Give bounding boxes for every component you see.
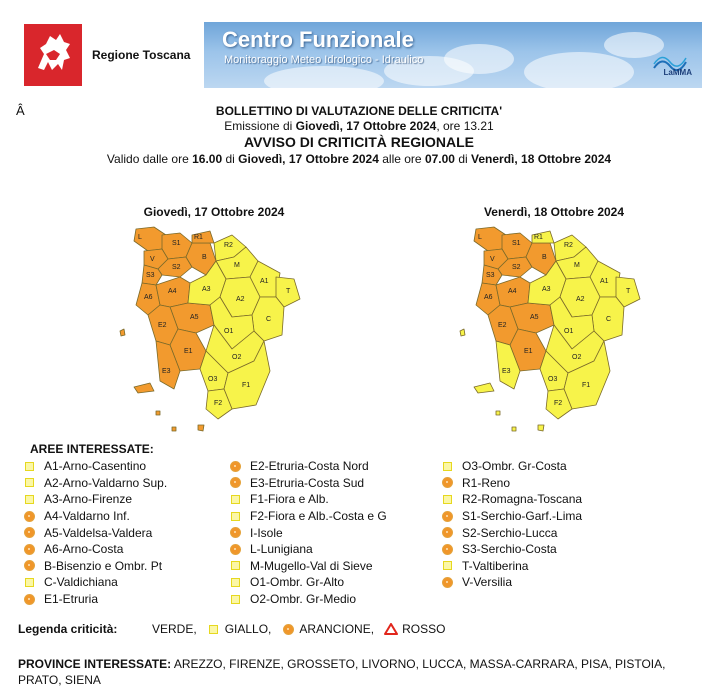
orange-circle-icon <box>22 509 36 523</box>
map-day2-date: Venerdì, 18 Ottobre 2024 <box>483 205 625 219</box>
svg-text:A6: A6 <box>144 294 153 301</box>
svg-text:B: B <box>202 254 207 261</box>
legend-verde-text: VERDE, <box>152 622 197 636</box>
emission-time: 13.21 <box>463 119 494 133</box>
emission-time-prefix: , ore <box>436 119 461 133</box>
areas-column-3 <box>440 458 582 591</box>
svg-text:A5: A5 <box>530 314 539 321</box>
svg-text:E1: E1 <box>184 348 193 355</box>
svg-text:A4: A4 <box>168 288 177 295</box>
valid-until-time: 07.00 <box>424 152 455 166</box>
notice-title: AVVISO DI CRITICITÀ REGIONALE <box>244 134 474 150</box>
area-list-item <box>228 475 387 492</box>
areas-column-2 <box>228 458 387 607</box>
orange-circle-icon <box>281 622 295 636</box>
area-label: F1-Fiora e Alb. <box>250 492 329 507</box>
svg-text:L: L <box>478 234 482 241</box>
svg-text:O1: O1 <box>224 328 234 335</box>
svg-text:A4: A4 <box>508 288 517 295</box>
lamma-logo-icon <box>650 52 690 82</box>
svg-text:R1: R1 <box>194 234 203 241</box>
svg-text:A3: A3 <box>202 286 211 293</box>
yellow-square-icon <box>22 492 36 506</box>
area-label: B-Bisenzio e Ombr. Pt <box>44 558 163 573</box>
area-label: A1-Arno-Casentino <box>44 459 147 474</box>
area-label: E1-Etruria <box>44 592 99 607</box>
tuscany-map-day2 <box>454 221 654 436</box>
areas-section <box>18 442 708 607</box>
svg-text:S3: S3 <box>486 272 495 279</box>
orange-circle-icon <box>440 476 454 490</box>
svg-text:O1: O1 <box>564 328 574 335</box>
area-list-item <box>440 458 582 475</box>
yellow-square-icon <box>228 575 242 589</box>
island-montecristo <box>172 427 176 431</box>
lamma-text: LaMMA <box>663 68 692 77</box>
area-label: E2-Etruria-Costa Nord <box>250 459 369 474</box>
island-elba <box>134 383 154 393</box>
area-label: A6-Arno-Costa <box>44 542 124 557</box>
yellow-square-icon <box>228 492 242 506</box>
area-label: M-Mugello-Val di Sieve <box>250 558 373 573</box>
svg-text:O2: O2 <box>572 354 582 361</box>
svg-text:F2: F2 <box>214 400 223 407</box>
valid-prefix: Valido dalle ore <box>106 152 189 166</box>
svg-text:E2: E2 <box>158 322 167 329</box>
area-list-item <box>22 541 167 558</box>
svg-text:A2: A2 <box>576 296 585 303</box>
yellow-square-icon <box>228 559 242 573</box>
area-label: R1-Reno <box>462 475 511 490</box>
orange-circle-icon <box>440 509 454 523</box>
yellow-square-icon <box>22 575 36 589</box>
map-day1 <box>114 205 314 436</box>
stray-character: Â <box>16 103 25 118</box>
yellow-square-icon <box>440 559 454 573</box>
svg-text:S1: S1 <box>172 240 181 247</box>
banner-title: Centro Funzionale <box>222 27 414 52</box>
area-label: A2-Arno-Valdarno Sup. <box>44 475 168 490</box>
legend-giallo <box>203 622 272 636</box>
valid-from-date: Giovedì, 17 Ottobre 2024 <box>238 152 379 166</box>
validity-line <box>0 152 718 167</box>
area-list-item <box>22 475 167 492</box>
bulletin-title: BOLLETTINO DI VALUTAZIONE DELLE CRITICITA' <box>215 104 503 118</box>
area-label: R2-Romagna-Toscana <box>462 492 583 507</box>
orange-circle-icon <box>228 526 242 540</box>
area-list-item <box>22 574 167 591</box>
regione-toscana-logo <box>24 24 82 86</box>
valid-from-time: 16.00 <box>192 152 223 166</box>
header <box>14 22 702 88</box>
orange-circle-icon <box>22 559 36 573</box>
area-list-item <box>228 524 387 541</box>
area-label: F2-Fiora e Alb.-Costa e G <box>250 509 387 524</box>
legend-verde <box>152 622 197 636</box>
yellow-square-icon <box>228 509 242 523</box>
legend-rosso <box>380 622 445 636</box>
area-list-item <box>440 524 582 541</box>
island-pianosa <box>496 411 500 415</box>
svg-text:M: M <box>574 262 580 269</box>
area-list-item <box>440 508 582 525</box>
yellow-square-icon <box>22 476 36 490</box>
svg-text:R2: R2 <box>224 242 233 249</box>
region-name: Regione Toscana <box>92 48 191 62</box>
provinces-list: AREZZO, FIRENZE, GROSSETO, LIVORNO, LUCCA, MASSA-CARRARA, PISA, PISTOIA, PRATO, SIENA <box>18 657 666 687</box>
area-list-item <box>228 558 387 575</box>
island-giglio <box>538 425 544 431</box>
svg-text:A3: A3 <box>542 286 551 293</box>
legend-giallo-text: GIALLO, <box>224 622 272 636</box>
yellow-square-icon <box>440 459 454 473</box>
areas-column-1 <box>22 458 167 607</box>
area-label: O2-Ombr. Gr-Medio <box>250 592 357 607</box>
svg-text:S3: S3 <box>146 272 155 279</box>
svg-text:A5: A5 <box>190 314 199 321</box>
emission-prefix: Emissione di <box>224 119 293 133</box>
area-list-item <box>22 508 167 525</box>
area-label: O1-Ombr. Gr-Alto <box>250 575 345 590</box>
orange-circle-icon <box>228 459 242 473</box>
provinces <box>18 656 708 688</box>
yellow-square-icon <box>22 459 36 473</box>
area-list-item <box>22 558 167 575</box>
orange-circle-icon <box>22 542 36 556</box>
provinces-label: PROVINCE INTERESSATE: <box>18 657 172 671</box>
area-list-item <box>22 458 167 475</box>
yellow-square-icon <box>228 592 242 606</box>
yellow-square-icon <box>440 492 454 506</box>
svg-text:T: T <box>286 288 291 295</box>
emission-date: Giovedì, 17 Ottobre 2024 <box>295 119 437 133</box>
svg-text:B: B <box>542 254 547 261</box>
island-giglio <box>198 425 204 431</box>
area-list-item <box>440 558 582 575</box>
area-list-item <box>22 491 167 508</box>
valid-until-prefix: alle ore <box>382 152 422 166</box>
svg-text:S1: S1 <box>512 240 521 247</box>
orange-circle-icon <box>228 476 242 490</box>
emission-line <box>0 119 718 134</box>
yellow-square-icon <box>207 622 221 636</box>
area-label: A3-Arno-Firenze <box>44 492 133 507</box>
svg-text:E3: E3 <box>162 368 171 375</box>
orange-circle-icon <box>440 575 454 589</box>
svg-text:L: L <box>138 234 142 241</box>
svg-text:S2: S2 <box>512 264 521 271</box>
area-label: A4-Valdarno Inf. <box>44 509 130 524</box>
svg-text:O3: O3 <box>548 376 558 383</box>
svg-text:A2: A2 <box>236 296 245 303</box>
valid-until-date: Venerdì, 18 Ottobre 2024 <box>471 152 612 166</box>
area-label: E3-Etruria-Costa Sud <box>250 475 365 490</box>
svg-text:C: C <box>266 316 272 323</box>
svg-text:V: V <box>150 256 155 263</box>
area-label: C-Valdichiana <box>44 575 118 590</box>
svg-text:O2: O2 <box>232 354 242 361</box>
svg-text:R2: R2 <box>564 242 573 249</box>
orange-circle-icon <box>228 542 242 556</box>
svg-text:R1: R1 <box>534 234 543 241</box>
area-label: A5-Valdelsa-Valdera <box>44 525 153 540</box>
svg-text:A1: A1 <box>260 278 269 285</box>
orange-circle-icon <box>22 526 36 540</box>
red-triangle-icon <box>384 623 398 635</box>
svg-text:S2: S2 <box>172 264 181 271</box>
area-list-item <box>228 508 387 525</box>
valid-di-2: di <box>458 152 468 166</box>
orange-circle-icon <box>440 526 454 540</box>
area-label: I-Isole <box>250 525 283 540</box>
area-label: S1-Serchio-Garf.-Lima <box>462 509 583 524</box>
area-label: O3-Ombr. Gr-Costa <box>462 459 567 474</box>
area-label: T-Valtiberina <box>462 558 529 573</box>
area-label: V-Versilia <box>462 575 513 590</box>
island-capraia <box>120 329 125 336</box>
legend <box>18 622 451 636</box>
valid-di-1: di <box>225 152 235 166</box>
banner-subtitle: Monitoraggio Meteo Idrologico - Idraulico <box>224 54 424 66</box>
area-list-item <box>228 574 387 591</box>
legend-label: Legenda criticità: <box>18 622 118 636</box>
svg-text:F1: F1 <box>582 382 591 389</box>
island-elba <box>474 383 494 393</box>
legend-arancione-text: ARANCIONE, <box>299 622 375 636</box>
svg-text:C: C <box>606 316 612 323</box>
map-day1-date: Giovedì, 17 Ottobre 2024 <box>143 205 285 219</box>
area-list-item <box>228 458 387 475</box>
area-label: L-Lunigiana <box>250 542 313 557</box>
svg-text:E1: E1 <box>524 348 533 355</box>
areas-title: AREE INTERESSATE: <box>30 442 154 456</box>
area-label: S2-Serchio-Lucca <box>462 525 558 540</box>
svg-text:T: T <box>626 288 631 295</box>
area-list-item <box>22 524 167 541</box>
island-capraia <box>460 329 465 336</box>
area-list-item <box>228 541 387 558</box>
area-label: S3-Serchio-Costa <box>462 542 557 557</box>
svg-text:A1: A1 <box>600 278 609 285</box>
svg-text:A6: A6 <box>484 294 493 301</box>
svg-text:V: V <box>490 256 495 263</box>
legend-arancione <box>277 622 374 636</box>
island-montecristo <box>512 427 516 431</box>
orange-circle-icon <box>22 592 36 606</box>
banner <box>204 22 702 88</box>
island-pianosa <box>156 411 160 415</box>
area-list-item <box>228 591 387 608</box>
area-list-item <box>228 491 387 508</box>
legend-rosso-text: ROSSO <box>402 622 446 636</box>
orange-circle-icon <box>440 542 454 556</box>
bulletin-titles <box>0 104 718 167</box>
tuscany-map-day1 <box>114 221 314 436</box>
svg-text:E2: E2 <box>498 322 507 329</box>
svg-text:F1: F1 <box>242 382 251 389</box>
area-list-item <box>440 541 582 558</box>
area-list-item <box>22 591 167 608</box>
area-list-item <box>440 491 582 508</box>
map-day2 <box>454 205 654 436</box>
svg-text:F2: F2 <box>554 400 563 407</box>
area-list-item <box>440 475 582 492</box>
svg-text:E3: E3 <box>502 368 511 375</box>
area-list-item <box>440 574 582 591</box>
svg-text:M: M <box>234 262 240 269</box>
svg-text:O3: O3 <box>208 376 218 383</box>
